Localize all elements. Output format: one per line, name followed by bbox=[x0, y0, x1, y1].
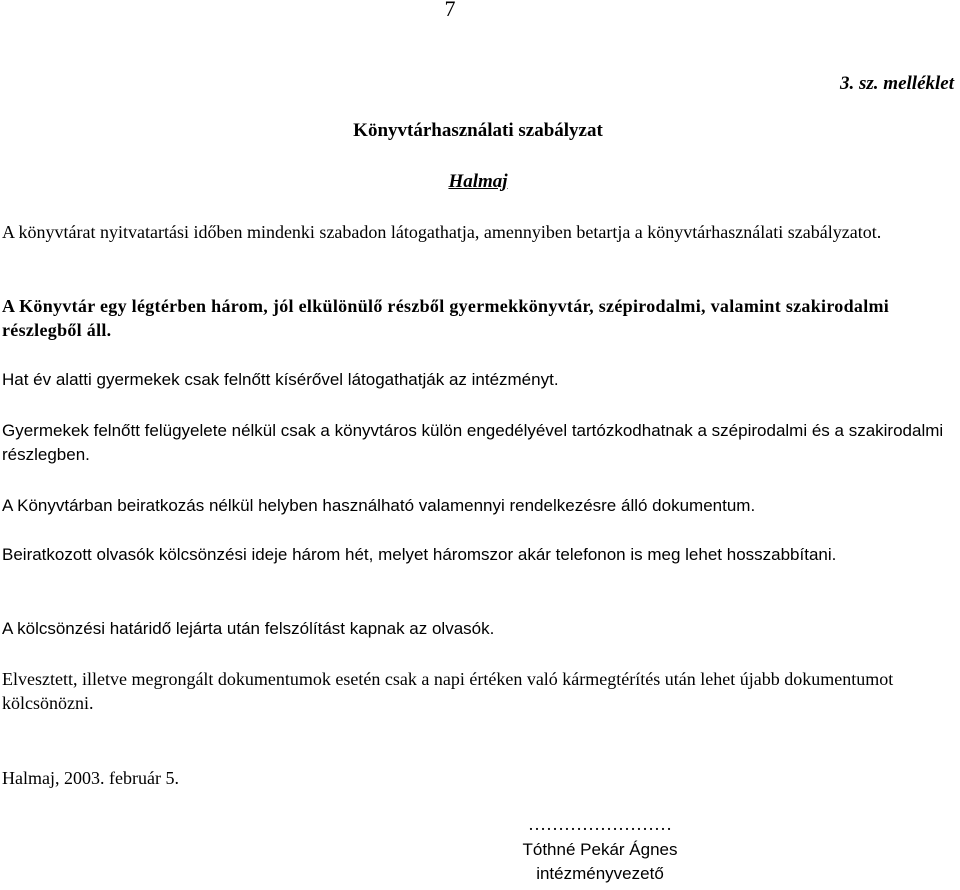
signature-dots: …………………… bbox=[528, 814, 672, 834]
paragraph-library-sections: A Könyvtár egy légtérben három, jól elkülönülő részből gyermekkönyvtár, szépirodalmi, valamint szakirodalmi részlegből áll. bbox=[2, 296, 890, 340]
paragraph-children-supervision: Gyermekek felnőtt felügyelete nélkül csak a könyvtáros külön engedélyével tartózkodhatnak a szépirodalmi és a szakirodalmi részlegben. bbox=[2, 421, 944, 464]
paragraph-children-under-six: Hat év alatti gyermekek csak felnőtt kísérővel látogathatják az intézményt. bbox=[2, 370, 559, 389]
date-line: Halmaj, 2003. február 5. bbox=[2, 768, 179, 788]
annex-label: 3. sz. melléklet bbox=[840, 73, 954, 94]
document-title: Könyvtárhasználati szabályzat bbox=[353, 120, 603, 141]
paragraph-overdue-notice: A kölcsönzési határidő lejárta után felszólítást kapnak az olvasók. bbox=[2, 619, 495, 638]
paragraph-lost-documents: Elvesztett, illetve megrongált dokumentumok esetén csak a napi értéken való kármegtérítés után lehet újabb dokumentumot kölcsönözni. bbox=[2, 669, 894, 713]
paragraph-onsite-use: A Könyvtárban beiratkozás nélkül helyben használható valamennyi rendelkezésre álló dokumentum. bbox=[2, 496, 756, 515]
signatory-name: Tóthné Pekár Ágnes bbox=[522, 840, 678, 859]
paragraph-loan-period: Beiratkozott olvasók kölcsönzési ideje három hét, melyet háromszor akár telefonon is meg lehet hosszabbítani. bbox=[2, 545, 837, 564]
signatory-role: intézményvezető bbox=[536, 864, 664, 883]
place-name: Halmaj bbox=[448, 171, 508, 192]
page-number: 7 bbox=[444, 0, 456, 21]
paragraph-opening-hours: A könyvtárat nyitvatartási időben mindenki szabadon látogathatja, amennyiben betartja a könyvtárhasználati szabályzatot. bbox=[2, 222, 882, 242]
